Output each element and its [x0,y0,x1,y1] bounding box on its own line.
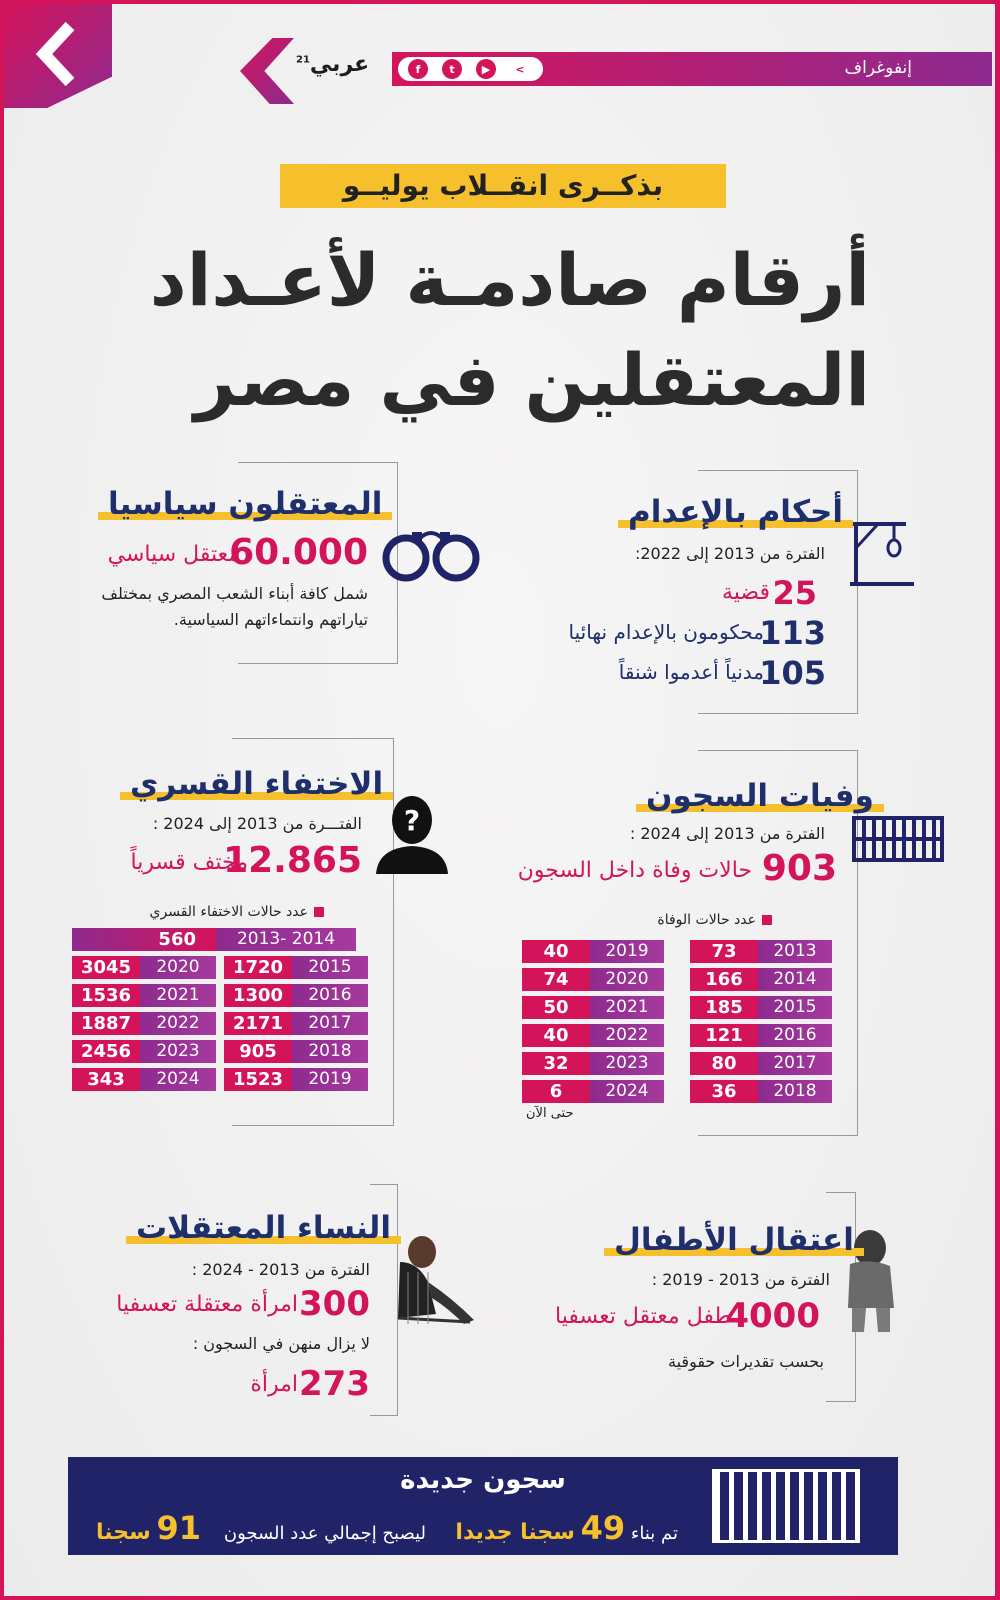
new-prisons-total [96,1509,426,1547]
table-row [690,996,832,1019]
title-line-1: أرقام صادمـة لأعـداد [149,238,870,322]
cell-year: 2016 [292,984,368,1007]
cell-year: 2024 [590,1080,664,1103]
cell-year: 2013 [758,940,832,963]
women-still-label: امرأة [250,1372,298,1397]
brand-logo [240,38,370,108]
executions-title: أحكام بالإعدام [628,494,843,530]
disappearance-legend [150,904,324,920]
deaths-number: 903 [761,848,837,889]
detainees-desc-2: تياراتهم وانتماءاتهم السياسية. [173,610,368,629]
children-title: اعتقال الأطفال [614,1222,854,1258]
cell-year: 2022 [140,1012,216,1035]
children-source: بحسب تقديرات حقوقية [668,1352,824,1371]
deaths-note: حتى الآن [526,1106,574,1121]
table-row [522,996,664,1019]
total-suffix: سجنا [95,1520,151,1545]
cell-value: 74 [522,968,590,991]
table-row [72,928,356,951]
women-still-num: 273 [299,1364,370,1404]
executions-cases-label: قضية [721,580,770,605]
built-number: 49 [580,1509,626,1547]
cell-value: 1300 [224,984,292,1007]
cell-value: 73 [690,940,758,963]
cell-year: 2018 [758,1080,832,1103]
cell-year: 2014 [758,968,832,991]
deaths-label: حالات وفاة داخل السجون [517,858,752,883]
cell-value: 1523 [224,1068,292,1091]
deaths-legend-text: عدد حالات الوفاة [657,912,756,928]
executions-executed-num: 105 [759,654,826,692]
cell-value: 343 [72,1068,140,1091]
legend-square [314,907,324,917]
women-still-text: لا يزال منهن في السجون : [192,1334,370,1353]
new-prisons-title: سجون جديدة [400,1465,566,1495]
children-title-wrap [614,1222,854,1258]
brand-mark-icon [240,38,294,104]
executions-title-wrap [628,494,843,530]
table-row [522,940,664,963]
table-row [690,1080,832,1103]
detainees-unit: معتقل سياسي [107,542,240,567]
built-suffix: سجنا جديدا [455,1520,575,1545]
women-label: امرأة معتقلة تعسفيا [116,1292,298,1317]
cell-year: 2023 [590,1052,664,1075]
twitter-icon[interactable]: t [442,59,462,79]
cell-value: 40 [522,940,590,963]
table-row [224,984,368,1007]
header-bar [392,52,992,86]
table-row [72,1040,216,1063]
cell-value: 6 [522,1080,590,1103]
cell-value: 185 [690,996,758,1019]
table-row [690,940,832,963]
social-links [398,57,543,81]
title-line-2: المعتقلين في مصر [194,338,870,422]
cell-value: 121 [690,1024,758,1047]
section-label: إنفوغراف [844,58,912,78]
detainees-title: المعتقلون سياسيا [108,486,383,522]
executions-sentenced-num: 113 [759,614,826,652]
main-title [100,230,870,430]
executions-sentenced-label: محكومون بالإعدام نهائيا [568,620,764,644]
women-title-wrap [136,1210,391,1246]
table-row [690,1052,832,1075]
cell-year: 2013- 2014 [216,928,356,951]
cell-year: 2017 [758,1052,832,1075]
table-row [522,968,664,991]
table-row [224,956,368,979]
table-row [224,1012,368,1035]
arabi21-icon[interactable]: < [515,62,525,76]
cell-value: 1536 [72,984,140,1007]
gallows-icon [848,518,916,590]
cell-value: 80 [690,1052,758,1075]
detainees-desc-1: شمل كافة أبناء الشعب المصري بمختلف [101,584,368,603]
cell-year: 2022 [590,1024,664,1047]
cell-year: 2015 [292,956,368,979]
children-label: طفل معتقل تعسفيا [555,1304,732,1329]
legend-square [762,915,772,925]
women-number: 300 [299,1284,370,1324]
children-period: الفترة من 2013 - 2019 : [651,1270,830,1289]
cell-year: 2021 [140,984,216,1007]
detainees-number: 60.000 [229,532,368,573]
brand-sup: 21 [296,54,310,66]
cell-value: 2171 [224,1012,292,1035]
missing-person-icon [372,792,452,874]
table-row [224,1068,368,1091]
cell-value: 50 [522,996,590,1019]
deaths-title-wrap [646,778,874,814]
deaths-period: الفترة من 2013 إلى 2024 : [629,824,825,843]
deaths-legend [657,912,772,928]
cell-value: 2456 [72,1040,140,1063]
disappearance-title: الاختفاء القسري [130,766,384,802]
prison-cell-icon [852,816,944,862]
brand-name-text: عربي [309,52,370,77]
cell-value: 40 [522,1024,590,1047]
cell-value: 905 [224,1040,292,1063]
cell-year: 2017 [292,1012,368,1035]
built-prefix: تم بناء [630,1523,678,1544]
cell-value: 3045 [72,956,140,979]
children-number: 4000 [725,1296,820,1336]
detainees-title-wrap [108,486,382,522]
executions-period: الفترة من 2013 إلى 2022: [634,544,825,563]
disappearance-title-wrap [130,766,383,802]
cell-year: 2023 [140,1040,216,1063]
table-row [522,1052,664,1075]
table-row [690,1024,832,1047]
cell-value: 166 [690,968,758,991]
disappearance-legend-text: عدد حالات الاختفاء القسري [149,904,308,920]
handcuffs-icon [382,522,480,584]
women-title: النساء المعتقلات [136,1210,391,1246]
cell-year: 2019 [292,1068,368,1091]
new-prisons-built [455,1509,678,1547]
cell-year: 2015 [758,996,832,1019]
cell-year: 2018 [292,1040,368,1063]
cell-year: 2020 [140,956,216,979]
table-row [522,1080,664,1103]
cell-value: 36 [690,1080,758,1103]
table-row [72,956,216,979]
executions-cases-num: 25 [772,574,817,612]
woman-detainee-icon [378,1232,484,1332]
youtube-icon[interactable]: ▶ [476,59,496,79]
brand-name [296,52,369,77]
svg-text:?: ? [403,804,421,837]
women-period: الفترة من 2013 - 2024 : [191,1260,370,1279]
total-number: 91 [156,1509,201,1547]
cell-year: 2016 [758,1024,832,1047]
disappearance-period: الفتـــرة من 2013 إلى 2024 : [152,814,362,833]
subtitle: بذكــرى انقــلاب يوليــو [280,164,726,208]
disappearance-label: مختف قسرياً [130,850,248,875]
prison-bars-icon [712,1469,860,1543]
cell-value: 1720 [224,956,292,979]
table-row [72,1068,216,1091]
executions-executed-label: مدنياً أعدموا شنقاً [618,660,764,684]
cell-year: 2021 [590,996,664,1019]
disappearance-number: 12.865 [223,840,362,881]
table-row [72,984,216,1007]
table-row [690,968,832,991]
cell-value: 560 [72,928,216,951]
cell-value: 1887 [72,1012,140,1035]
table-row [522,1024,664,1047]
cell-year: 2020 [590,968,664,991]
cell-year: 2019 [590,940,664,963]
cell-value: 32 [522,1052,590,1075]
table-row [224,1040,368,1063]
deaths-title: وفيات السجون [646,778,874,814]
table-row [72,1012,216,1035]
facebook-icon[interactable]: f [408,59,428,79]
cell-year: 2024 [140,1068,216,1091]
total-prefix: ليصبح إجمالي عدد السجون [223,1523,426,1544]
